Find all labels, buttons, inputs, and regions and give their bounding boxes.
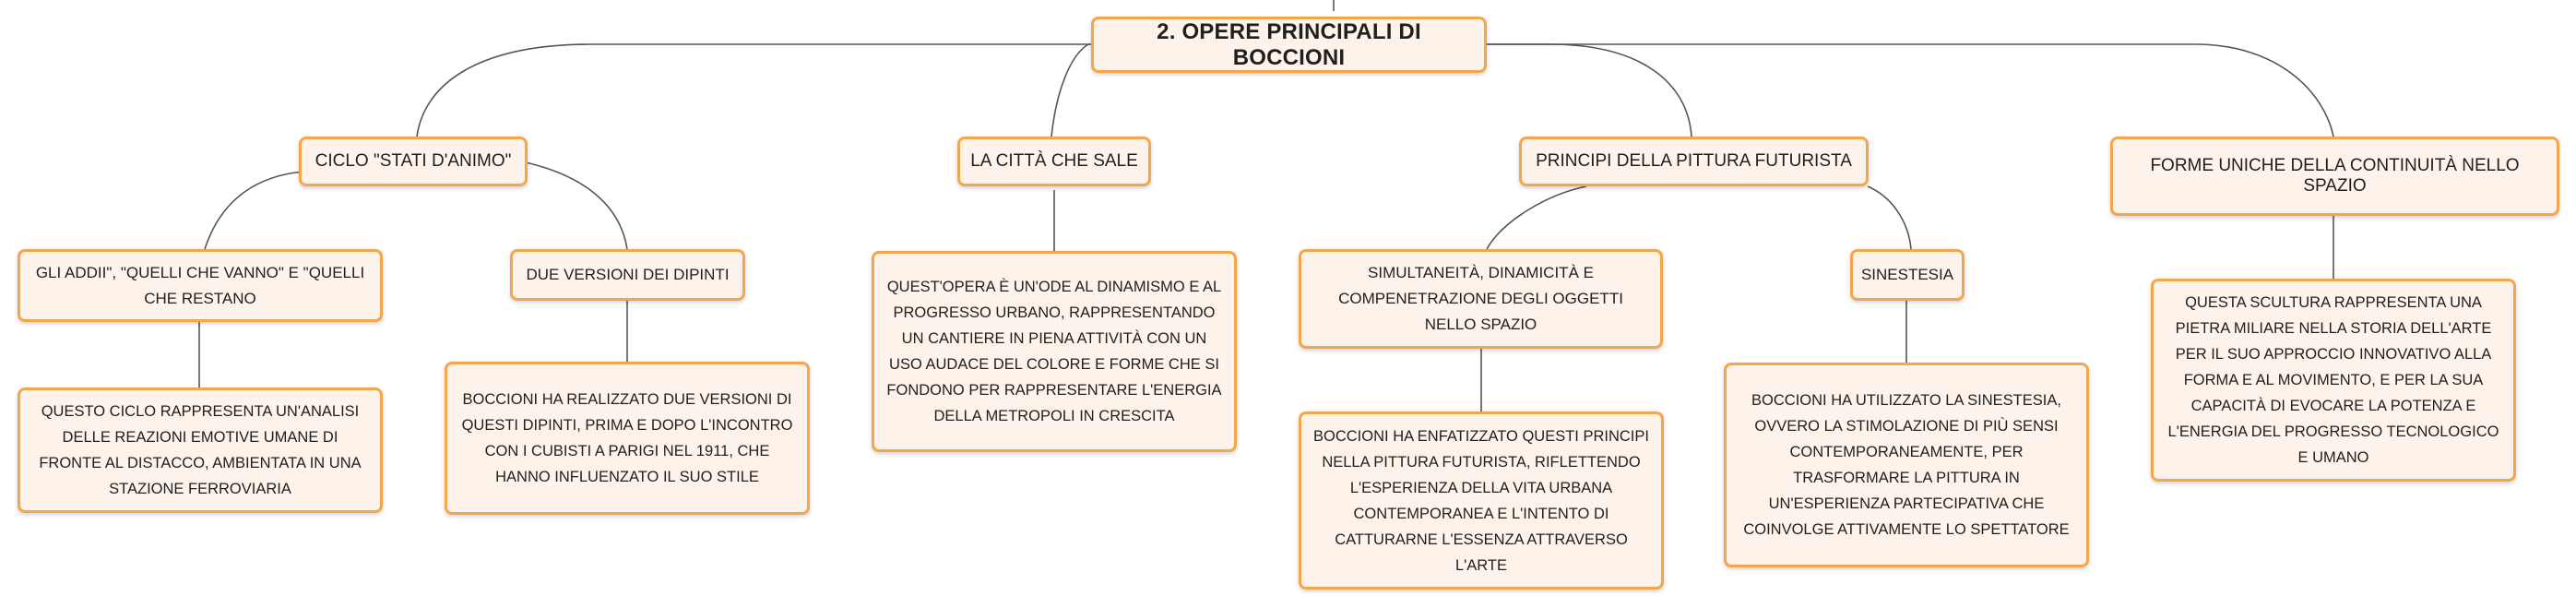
description-la-citta-che-sale[interactable]: QUEST'OPERA È UN'ODE AL DINAMISMO E AL PROGRESSO URBANO, RAPPRESENTANDO UN CANTIERE IN PIENA ATTIVITÀ CON UN USO AUDACE DEL COLORE E FORME CHE SI FONDONO PER RAPPRESENTARE L'ENERGIA DELLA METROPOLI IN CRESCITA [872,251,1237,452]
description-simultaneita[interactable]: BOCCIONI HA ENFATIZZATO QUESTI PRINCIPI NELLA PITTURA FUTURISTA, RIFLETTENDO L'ESPERIENZA DELLA VITA URBANA CONTEMPORANEA E L'INTENTO DI CATTURARNE L'ESSENZA ATTRAVERSO L'ARTE [1299,411,1664,590]
link-root-ciclo [417,44,1091,137]
subtopic-due-versioni[interactable]: DUE VERSIONI DEI DIPINTI [510,249,745,301]
link-ciclo-addii [205,172,304,249]
link-root-principi [1485,44,1692,137]
central-topic[interactable]: 2. OPERE PRINCIPALI DI BOCCIONI [1091,17,1487,73]
link-principi-sinestesia [1868,186,1911,249]
description-sinestesia[interactable]: BOCCIONI HA UTILIZZATO LA SINESTESIA, OVVERO LA STIMOLAZIONE DI PIÙ SENSI CONTEMPORANEAMENTE, PER TRASFORMARE LA PITTURA IN UN'ESPERIENZA PARTECIPATIVA CHE COINVOLGE ATTIVAMENTE LO SPETTATORE [1724,363,2089,567]
description-forme-uniche[interactable]: QUESTA SCULTURA RAPPRESENTA UNA PIETRA MILIARE NELLA STORIA DELL'ARTE PER IL SUO APPROCCIO INNOVATIVO ALLA FORMA E AL MOVIMENTO, E PER LA SUA CAPACITÀ DI EVOCARE LA POTENZA E L'ENERGIA DEL PROGRESSO TECNOLOGICO E UMANO [2151,279,2516,482]
subtopic-sinestesia[interactable]: SINESTESIA [1850,249,1965,301]
topic-ciclo-stati-animo[interactable]: CICLO "STATI D'ANIMO" [299,137,528,186]
link-principi-simult [1487,186,1586,249]
description-due-versioni[interactable]: BOCCIONI HA REALIZZATO DUE VERSIONI DI QUESTI DIPINTI, PRIMA E DOPO L'INCONTRO CON I CUBISTI A PARIGI NEL 1911, CHE HANNO INFLUENZATO IL SUO STILE [445,362,810,515]
link-root-citta [1051,44,1091,137]
link-root-forme [1485,44,2333,137]
description-addii[interactable]: QUESTO CICLO RAPPRESENTA UN'ANALISI DELLE REAZIONI EMOTIVE UMANE DI FRONTE AL DISTACCO, AMBIENTATA IN UNA STAZIONE FERROVIARIA [18,387,383,513]
subtopic-gli-addii[interactable]: GLI ADDII", "QUELLI CHE VANNO" E "QUELLI CHE RESTANO [18,249,383,322]
subtopic-simultaneita[interactable]: SIMULTANEITÀ, DINAMICITÀ E COMPENETRAZIONE DEGLI OGGETTI NELLO SPAZIO [1299,249,1663,349]
topic-la-citta-che-sale[interactable]: LA CITTÀ CHE SALE [957,137,1151,186]
topic-principi-pittura-futurista[interactable]: PRINCIPI DELLA PITTURA FUTURISTA [1519,137,1869,186]
topic-forme-uniche[interactable]: FORME UNICHE DELLA CONTINUITÀ NELLO SPAZIO [2110,137,2559,216]
link-ciclo-versioni [526,162,627,249]
